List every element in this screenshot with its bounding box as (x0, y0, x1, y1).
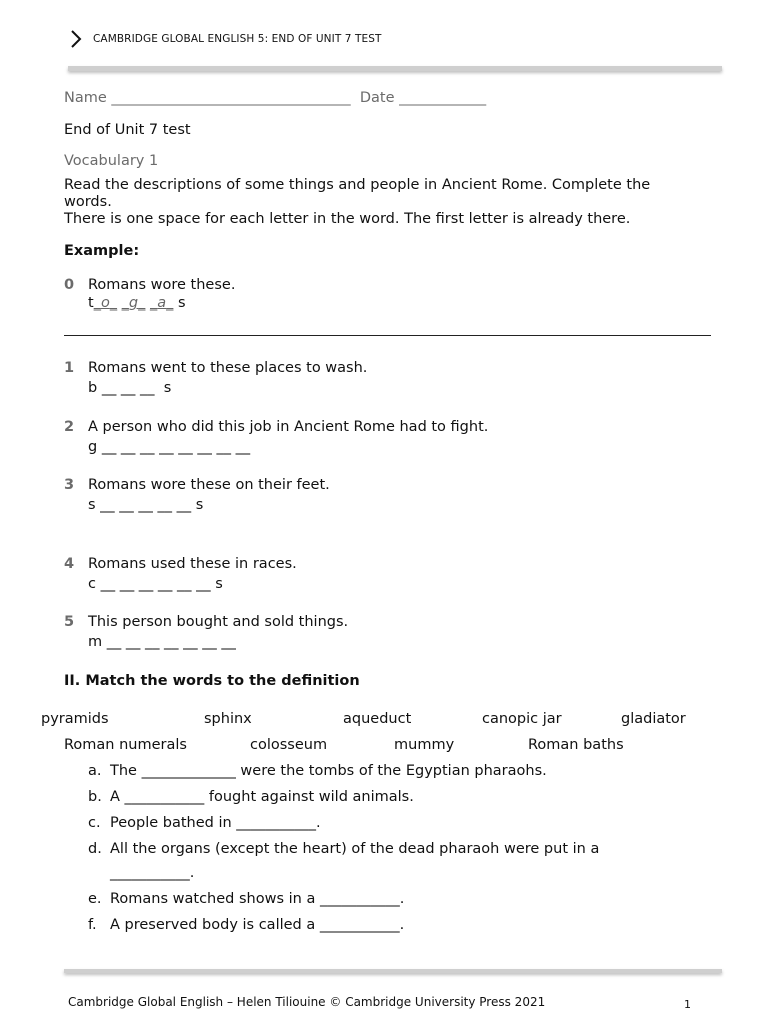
chevron-right-icon (66, 28, 86, 50)
word-bank-item: aqueduct (343, 711, 412, 727)
question-text: Romans went to these places to wash. (88, 360, 368, 376)
footer-divider (64, 969, 722, 973)
answer-blank[interactable]: c __ __ __ __ __ __ s (88, 576, 223, 592)
sentence-text[interactable]: People bathed in ___________. (110, 815, 321, 831)
sentence-text: All the organs (except the heart) of the dead pharaoh were put in a (110, 841, 600, 857)
example-first-letter: t (88, 295, 94, 311)
answer-blank[interactable]: s __ __ __ __ __ s (88, 497, 204, 513)
example-label: Example: (64, 243, 140, 259)
word-bank-item: colosseum (250, 737, 328, 753)
question-number: 2 (64, 419, 75, 435)
section1-title: Vocabulary 1 (64, 153, 159, 169)
question-number: 3 (64, 477, 75, 493)
sentence-blank[interactable]: ___________. (110, 865, 195, 881)
question-number: 1 (64, 360, 75, 376)
sentence-letter: a. (88, 763, 102, 779)
word-bank-item: pyramids (41, 711, 109, 727)
question-text: A person who did this job in Ancient Rome had to fight. (88, 419, 489, 435)
sentence-letter: b. (88, 789, 102, 805)
name-label: Name (64, 90, 107, 106)
instruction-line1b: words. (64, 194, 112, 210)
name-date-line (64, 90, 486, 106)
example-question: Romans wore these. (88, 277, 236, 293)
sentence-text[interactable]: Romans watched shows in a ___________. (110, 891, 405, 907)
sentence-letter: d. (88, 841, 102, 857)
word-bank-item: mummy (394, 737, 455, 753)
example-answer-letter-1: _o_ (93, 295, 118, 311)
word-bank-item: canopic jar (482, 711, 562, 727)
question-text: This person bought and sold things. (88, 614, 349, 630)
date-blank: ____________ (399, 90, 487, 106)
instruction-line2: There is one space for each letter in the word. The first letter is already there. (64, 211, 631, 227)
word-bank-item: sphinx (204, 711, 252, 727)
example-number: 0 (64, 277, 75, 293)
question-text: Romans wore these on their feet. (88, 477, 330, 493)
page-number: 1 (684, 998, 691, 1011)
sentence-text[interactable]: A ___________ fought against wild animals. (110, 789, 414, 805)
example-divider (64, 335, 711, 336)
instruction-line1: Read the descriptions of some things and people in Ancient Rome. Complete the (64, 177, 651, 193)
sentence-text[interactable]: The _____________ were the tombs of the Egyptian pharaohs. (110, 763, 547, 779)
question-number: 4 (64, 556, 75, 572)
test-title: End of Unit 7 test (64, 122, 191, 138)
word-bank-item: Roman numerals (64, 737, 187, 753)
sentence-letter: e. (88, 891, 102, 907)
sentence-letter: f. (88, 917, 97, 933)
section2-title: II. Match the words to the definition (64, 673, 360, 689)
sentence-letter: c. (88, 815, 101, 831)
answer-blank[interactable]: m __ __ __ __ __ __ __ (88, 634, 236, 650)
header-title: CAMBRIDGE GLOBAL ENGLISH 5: END OF UNIT 7 TEST (93, 33, 382, 45)
example-answer-letter-2: _g_ (121, 295, 146, 311)
answer-blank[interactable]: g __ __ __ __ __ __ __ __ (88, 439, 251, 455)
example-answer-letter-3: _a_ (150, 295, 174, 311)
date-label: Date (359, 90, 395, 106)
answer-blank[interactable]: b __ __ __ s (88, 380, 172, 396)
word-bank-item: Roman baths (528, 737, 624, 753)
question-text: Romans used these in races. (88, 556, 297, 572)
word-bank-item: gladiator (621, 711, 686, 727)
example-last-letter: s (178, 295, 186, 311)
question-number: 5 (64, 614, 75, 630)
name-blank: _________________________________ (111, 90, 351, 106)
footer-text: Cambridge Global English – Helen Tiliouine © Cambridge University Press 2021 (68, 995, 546, 1009)
sentence-text[interactable]: A preserved body is called a ___________. (110, 917, 405, 933)
header-divider (68, 66, 722, 71)
example-answer (88, 295, 186, 311)
